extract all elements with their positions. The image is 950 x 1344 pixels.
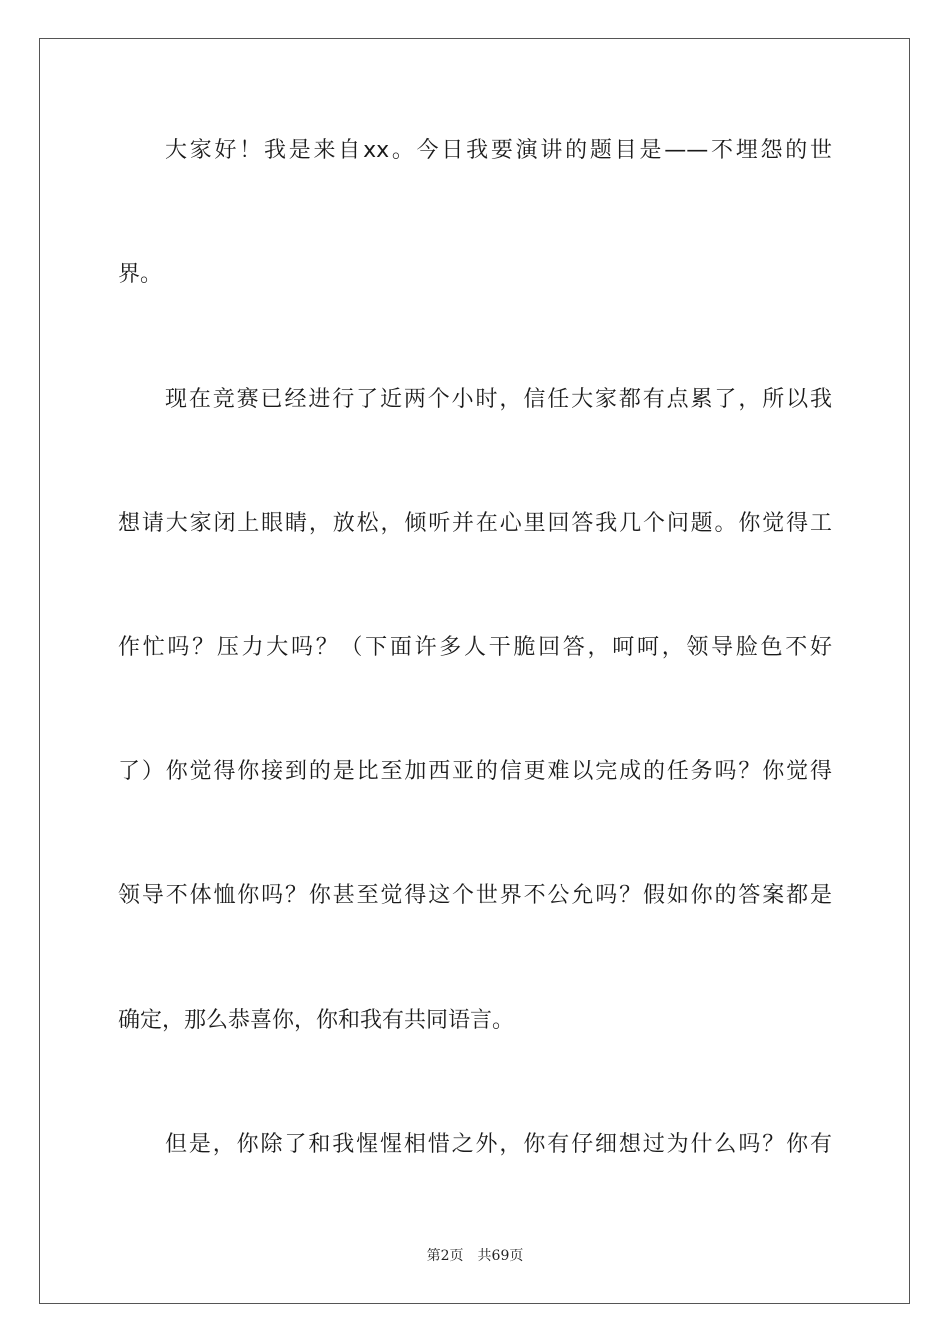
paragraph-2-line-2: 想请大家闭上眼睛，放松，倾听并在心里回答我几个问题。你觉得工 — [118, 511, 832, 536]
page-footer — [0, 1245, 950, 1265]
paragraph-2-line-5: 领导不体恤你吗？你甚至觉得这个世界不公允吗？假如你的答案都是 — [118, 883, 832, 908]
page-total: 共69页 — [477, 1248, 524, 1264]
paragraph-2-line-6: 确定，那么恭喜你，你和我有共同语言。 — [118, 1008, 515, 1033]
paragraph-2-line-4: 了）你觉得你接到的是比至加西亚的信更难以完成的任务吗？你觉得 — [118, 759, 832, 784]
paragraph-1-line-1: 大家好！我是来自xx。今日我要演讲的题目是——不埋怨的世 — [165, 138, 832, 163]
page-border — [39, 38, 910, 1304]
page-number: 第2页 — [426, 1248, 464, 1264]
paragraph-2-line-3: 作忙吗？压力大吗？（下面许多人干脆回答，呵呵，领导脸色不好 — [118, 635, 832, 660]
paragraph-2-line-1: 现在竞赛已经进行了近两个小时，信任大家都有点累了，所以我 — [165, 387, 832, 412]
paragraph-3-line-1: 但是，你除了和我惺惺相惜之外，你有仔细想过为什么吗？你有 — [165, 1132, 832, 1157]
paragraph-1-line-2: 界。 — [118, 262, 163, 287]
